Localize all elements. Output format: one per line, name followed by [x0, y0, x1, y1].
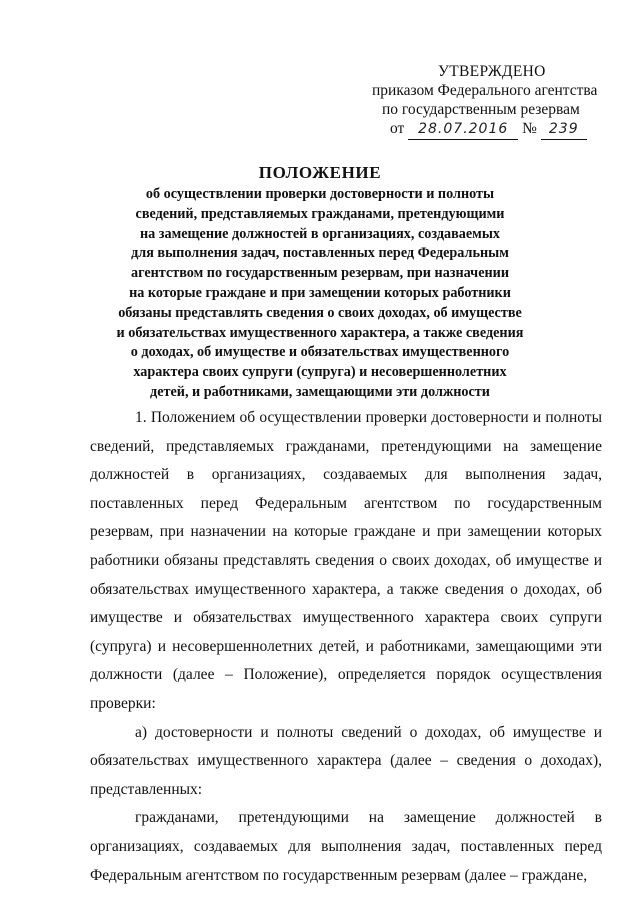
- handwritten-number: 239: [541, 120, 587, 140]
- subtitle-line: детей, и работниками, замещающими эти должности: [150, 383, 490, 400]
- subtitle-line: обязаны представлять сведения о своих доходах, об имуществе: [118, 304, 522, 321]
- subtitle-line: и обязательствах имущественного характера, а также сведения: [116, 324, 524, 341]
- approval-stamp: [372, 62, 608, 140]
- approval-line-order: приказом Федерального агентства: [372, 82, 598, 99]
- approval-date-line: [372, 119, 608, 140]
- date-prefix: от: [390, 120, 405, 137]
- handwritten-date: 28.07.2016: [408, 120, 518, 140]
- document-title: ПОЛОЖЕНИЕ: [258, 163, 382, 182]
- subtitle-line: об осуществлении проверки достоверности и полноты: [145, 186, 495, 202]
- approval-line-agency: по государственным резервам: [382, 101, 580, 118]
- subtitle-line: характера своих супруги (супруга) и несовершеннолетних: [133, 364, 507, 381]
- paragraph-citizens: гражданами, претендующими на замещение должностей в организациях, создаваемых для выполнения задач, поставленных перед Федеральным агентством по государственным резервам (далее – граждане,: [90, 809, 602, 884]
- subtitle-line: на замещение должностей в организациях, создаваемых: [139, 225, 500, 242]
- subtitle-line: агентством по государственным резервам, при назначении: [130, 265, 510, 282]
- number-prefix: №: [522, 120, 537, 137]
- document-heading: [100, 162, 540, 403]
- subtitle-line: для выполнения задач, поставленных перед Федеральным: [131, 245, 509, 262]
- paragraph-1: 1. Положением об осуществлении проверки достоверности и полноты сведений, представляемых гражданами, претендующими на замещение должностей в организациях, создаваемых для выполнения задач, поставленных перед Федеральным агентством по государственным резервам, при назначении на которые граждане и при замещении которых работники обязаны представлять сведения о своих доходах, об имуществе и обязательствах имущественного характера, а также сведения о доходах, об имуществе и обязательствах имущественного характера своих супруги (супруга) и несовершеннолетних детей, и работниками, замещающими эти должности (далее – Положение), определяется порядок осуществления проверки:: [90, 409, 602, 712]
- document-subtitle: [100, 185, 540, 403]
- paragraph-subitem-a: а) достоверности и полноты сведений о доходах, об имуществе и обязательствах имущественного характера (далее – сведения о доходах), представленных:: [90, 723, 602, 798]
- subtitle-line: о доходах, об имуществе и обязательствах имущественного: [130, 344, 510, 361]
- document-body: [90, 404, 602, 890]
- subtitle-line: на которые граждане и при замещении которых работники: [129, 284, 511, 301]
- subtitle-line: сведений, представляемых гражданами, претендующими: [135, 205, 505, 222]
- approval-title: УТВЕРЖДЕНО: [438, 63, 546, 80]
